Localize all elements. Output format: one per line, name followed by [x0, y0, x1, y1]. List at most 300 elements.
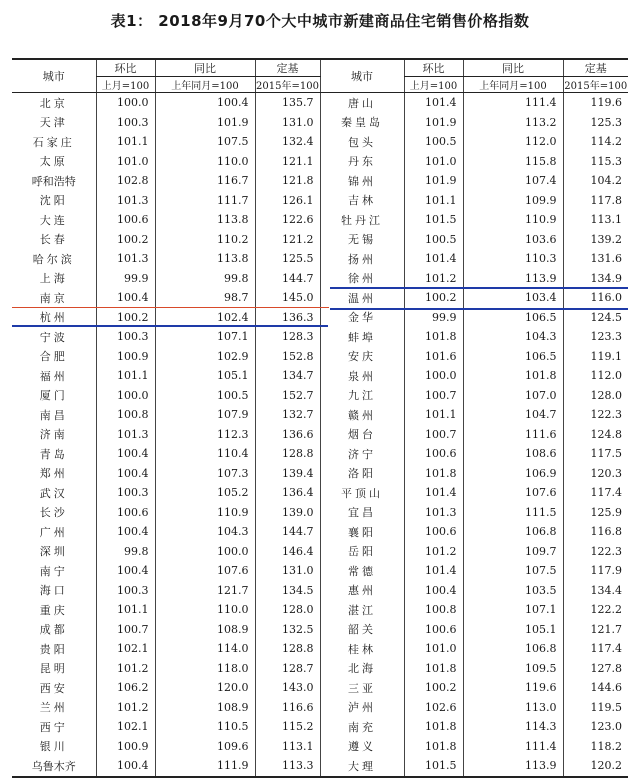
left-yoy-cell: 107.5 — [155, 132, 255, 152]
right-yoy-cell: 109.7 — [463, 542, 563, 562]
left-yoy-cell: 110.5 — [155, 717, 255, 737]
right-mom-cell: 100.7 — [404, 386, 463, 406]
left-mom-cell: 100.7 — [96, 620, 155, 640]
left-fixed-cell: 152.8 — [255, 347, 320, 367]
left-city-cell: 厦门 — [39, 389, 68, 403]
right-yoy-cell: 119.6 — [463, 678, 563, 698]
left-yoy-cell: 111.9 — [155, 756, 255, 777]
left-yoy-cell: 108.9 — [155, 620, 255, 640]
table-row — [12, 698, 628, 718]
table-row — [12, 620, 628, 640]
table-row — [12, 113, 628, 133]
right-mom-cell: 101.1 — [404, 405, 463, 425]
left-fixed-cell: 152.7 — [255, 386, 320, 406]
left-yoy-cell: 111.7 — [155, 191, 255, 211]
right-city-cell: 锦州 — [348, 174, 376, 188]
right-fixed-cell: 123.0 — [563, 717, 628, 737]
table-row — [12, 405, 628, 425]
left-city-cell: 兰州 — [39, 701, 68, 715]
right-city-cell: 平顶山 — [341, 486, 383, 500]
left-mom-cell: 100.0 — [96, 386, 155, 406]
right-fixed-cell: 117.4 — [563, 483, 628, 503]
right-city-cell: 蚌埠 — [348, 330, 376, 344]
left-yoy-cell: 100.5 — [155, 386, 255, 406]
right-city-cell: 牡丹江 — [341, 213, 383, 227]
left-fixed-cell: 136.3 — [255, 308, 320, 328]
left-city-cell: 海口 — [39, 584, 68, 598]
right-fixed-cell: 134.9 — [563, 269, 628, 289]
left-city-cell: 长沙 — [39, 506, 68, 520]
right-yoy-cell: 111.4 — [463, 93, 563, 113]
left-city-cell: 太原 — [39, 155, 68, 169]
header-city-right: 城市 — [320, 59, 404, 93]
left-city-cell: 重庆 — [39, 603, 68, 617]
header-fixed-base-right: 2015年=100 — [563, 77, 628, 93]
left-mom-cell: 100.4 — [96, 444, 155, 464]
right-yoy-cell: 111.6 — [463, 425, 563, 445]
right-city-cell: 扬州 — [348, 252, 376, 266]
right-city-cell: 赣州 — [348, 408, 376, 422]
left-mom-cell: 100.4 — [96, 288, 155, 308]
right-yoy-cell: 113.2 — [463, 113, 563, 133]
left-fixed-cell: 121.8 — [255, 171, 320, 191]
right-yoy-cell: 110.9 — [463, 210, 563, 230]
left-city-cell: 青岛 — [39, 447, 68, 461]
left-fixed-cell: 136.6 — [255, 425, 320, 445]
right-mom-cell: 101.8 — [404, 717, 463, 737]
right-yoy-cell: 109.9 — [463, 191, 563, 211]
left-mom-cell: 100.8 — [96, 405, 155, 425]
right-fixed-cell: 116.8 — [563, 522, 628, 542]
left-city-cell: 南京 — [39, 291, 68, 305]
right-mom-cell: 101.5 — [404, 756, 463, 777]
table-row — [12, 327, 628, 347]
left-fixed-cell: 144.7 — [255, 522, 320, 542]
left-fixed-cell: 128.0 — [255, 600, 320, 620]
left-mom-cell: 101.0 — [96, 152, 155, 172]
highlight-line-blue-ningbo — [12, 325, 328, 327]
left-fixed-cell: 135.7 — [255, 93, 320, 113]
right-fixed-cell: 117.5 — [563, 444, 628, 464]
left-mom-cell: 106.2 — [96, 678, 155, 698]
left-mom-cell: 102.1 — [96, 717, 155, 737]
header-mom-base-right: 上月=100 — [404, 77, 463, 93]
left-fixed-cell: 126.1 — [255, 191, 320, 211]
right-city-cell: 金华 — [348, 311, 376, 325]
right-yoy-cell: 104.7 — [463, 405, 563, 425]
left-fixed-cell: 128.8 — [255, 444, 320, 464]
left-mom-cell: 102.1 — [96, 639, 155, 659]
right-fixed-cell: 112.0 — [563, 366, 628, 386]
left-city-cell: 南宁 — [39, 564, 68, 578]
right-yoy-cell: 109.5 — [463, 659, 563, 679]
left-fixed-cell: 134.5 — [255, 581, 320, 601]
left-mom-cell: 101.3 — [96, 249, 155, 269]
right-city-cell: 泸州 — [348, 701, 376, 715]
left-mom-cell: 100.3 — [96, 581, 155, 601]
right-fixed-cell: 104.2 — [563, 171, 628, 191]
table-row — [12, 249, 628, 269]
right-mom-cell: 100.6 — [404, 620, 463, 640]
right-yoy-cell: 107.0 — [463, 386, 563, 406]
right-fixed-cell: 123.3 — [563, 327, 628, 347]
right-yoy-cell: 105.1 — [463, 620, 563, 640]
left-mom-cell: 100.3 — [96, 483, 155, 503]
table-row — [12, 171, 628, 191]
right-mom-cell: 99.9 — [404, 308, 463, 328]
left-mom-cell: 100.3 — [96, 327, 155, 347]
left-yoy-cell: 108.9 — [155, 698, 255, 718]
right-fixed-cell: 139.2 — [563, 230, 628, 250]
left-fixed-cell: 125.5 — [255, 249, 320, 269]
table-row — [12, 600, 628, 620]
left-city-cell: 贵阳 — [39, 642, 68, 656]
table-row — [12, 737, 628, 757]
table-row — [12, 717, 628, 737]
table-row — [12, 191, 628, 211]
right-mom-cell: 100.6 — [404, 522, 463, 542]
left-city-cell: 济南 — [39, 428, 68, 442]
left-yoy-cell: 104.3 — [155, 522, 255, 542]
left-mom-cell: 101.3 — [96, 191, 155, 211]
right-yoy-cell: 103.5 — [463, 581, 563, 601]
left-mom-cell: 100.0 — [96, 93, 155, 113]
table-row — [12, 581, 628, 601]
right-city-cell: 秦皇岛 — [341, 116, 383, 130]
right-mom-cell: 100.6 — [404, 444, 463, 464]
left-fixed-cell: 139.4 — [255, 464, 320, 484]
left-yoy-cell: 107.9 — [155, 405, 255, 425]
right-city-cell: 洛阳 — [348, 467, 376, 481]
left-city-cell: 合肥 — [39, 350, 68, 364]
left-mom-cell: 99.9 — [96, 269, 155, 289]
highlight-line-blue-wenzhou — [330, 287, 628, 289]
right-city-cell: 安庆 — [348, 350, 376, 364]
right-fixed-cell: 125.9 — [563, 503, 628, 523]
left-yoy-cell: 107.1 — [155, 327, 255, 347]
right-fixed-cell: 120.2 — [563, 756, 628, 777]
left-city-cell: 石家庄 — [32, 135, 75, 149]
right-fixed-cell: 119.5 — [563, 698, 628, 718]
table-row — [12, 756, 628, 777]
left-fixed-cell: 113.3 — [255, 756, 320, 777]
left-fixed-cell: 136.4 — [255, 483, 320, 503]
header-mom-right: 环比 — [404, 59, 463, 77]
right-mom-cell: 100.4 — [404, 581, 463, 601]
right-fixed-cell: 119.6 — [563, 93, 628, 113]
header-city-left: 城市 — [12, 59, 96, 93]
right-mom-cell: 101.0 — [404, 639, 463, 659]
table-title: 表1： 2018年9月70个大中城市新建商品住宅销售价格指数 — [110, 12, 530, 30]
right-yoy-cell: 107.4 — [463, 171, 563, 191]
right-yoy-cell: 106.8 — [463, 522, 563, 542]
right-city-cell: 遵义 — [348, 740, 376, 754]
left-yoy-cell: 109.6 — [155, 737, 255, 757]
left-yoy-cell: 98.7 — [155, 288, 255, 308]
right-city-cell: 宜昌 — [348, 506, 376, 520]
right-mom-cell: 101.8 — [404, 659, 463, 679]
table-row — [12, 269, 628, 289]
right-city-cell: 北海 — [348, 662, 376, 676]
left-fixed-cell: 131.0 — [255, 561, 320, 581]
right-mom-cell: 100.0 — [404, 366, 463, 386]
right-fixed-cell: 124.8 — [563, 425, 628, 445]
left-yoy-cell: 113.8 — [155, 249, 255, 269]
right-yoy-cell: 103.6 — [463, 230, 563, 250]
left-yoy-cell: 110.2 — [155, 230, 255, 250]
left-mom-cell: 100.4 — [96, 522, 155, 542]
right-yoy-cell: 111.5 — [463, 503, 563, 523]
right-city-cell: 泉州 — [348, 369, 376, 383]
right-fixed-cell: 117.4 — [563, 639, 628, 659]
table-row — [12, 230, 628, 250]
left-fixed-cell: 116.6 — [255, 698, 320, 718]
right-city-cell: 温州 — [348, 291, 376, 305]
left-city-cell: 杭州 — [39, 311, 68, 325]
left-mom-cell: 100.6 — [96, 210, 155, 230]
right-fixed-cell: 122.3 — [563, 542, 628, 562]
left-fixed-cell: 121.1 — [255, 152, 320, 172]
left-city-cell: 广州 — [39, 525, 68, 539]
left-city-cell: 乌鲁木齐 — [12, 756, 96, 777]
right-city-cell: 徐州 — [348, 272, 376, 286]
table-row — [12, 152, 628, 172]
table-row — [12, 386, 628, 406]
left-mom-cell: 100.6 — [96, 503, 155, 523]
right-fixed-cell: 117.9 — [563, 561, 628, 581]
right-fixed-cell: 116.0 — [563, 288, 628, 308]
right-yoy-cell: 113.9 — [463, 269, 563, 289]
right-yoy-cell: 106.8 — [463, 639, 563, 659]
header-fixed-right: 定基 — [563, 59, 628, 77]
right-yoy-cell: 110.3 — [463, 249, 563, 269]
right-city-cell: 湛江 — [348, 603, 376, 617]
table-header — [12, 59, 628, 93]
left-yoy-cell: 100.4 — [155, 93, 255, 113]
left-fixed-cell: 121.2 — [255, 230, 320, 250]
left-mom-cell: 101.1 — [96, 366, 155, 386]
right-city-cell: 烟台 — [348, 428, 376, 442]
table-row — [12, 288, 628, 308]
left-city-cell: 大连 — [39, 213, 68, 227]
left-yoy-cell: 112.3 — [155, 425, 255, 445]
left-yoy-cell: 110.0 — [155, 152, 255, 172]
table-row — [12, 542, 628, 562]
right-yoy-cell: 111.4 — [463, 737, 563, 757]
table-row — [12, 444, 628, 464]
left-mom-cell: 100.2 — [96, 230, 155, 250]
right-mom-cell: 102.6 — [404, 698, 463, 718]
left-city-cell: 上海 — [39, 272, 68, 286]
left-yoy-cell: 114.0 — [155, 639, 255, 659]
left-yoy-cell: 101.9 — [155, 113, 255, 133]
left-yoy-cell: 107.6 — [155, 561, 255, 581]
left-yoy-cell: 110.0 — [155, 600, 255, 620]
left-yoy-cell: 118.0 — [155, 659, 255, 679]
left-yoy-cell: 110.9 — [155, 503, 255, 523]
right-mom-cell: 101.4 — [404, 483, 463, 503]
table-row — [12, 659, 628, 679]
table-body — [12, 93, 628, 777]
left-fixed-cell: 131.0 — [255, 113, 320, 133]
left-city-cell: 南昌 — [39, 408, 68, 422]
right-mom-cell: 100.8 — [404, 600, 463, 620]
left-fixed-cell: 128.7 — [255, 659, 320, 679]
left-fixed-cell: 115.2 — [255, 717, 320, 737]
right-fixed-cell: 114.2 — [563, 132, 628, 152]
left-fixed-cell: 132.4 — [255, 132, 320, 152]
right-city-cell: 桂林 — [348, 642, 376, 656]
table-row — [12, 366, 628, 386]
right-mom-cell: 101.3 — [404, 503, 463, 523]
right-city-cell: 三亚 — [348, 681, 376, 695]
table-row — [12, 132, 628, 152]
left-yoy-cell: 102.9 — [155, 347, 255, 367]
left-city-cell: 郑州 — [39, 467, 68, 481]
table-row — [12, 464, 628, 484]
left-city-cell: 西安 — [39, 681, 68, 695]
left-city-cell: 成都 — [39, 623, 68, 637]
right-city-cell: 无锡 — [348, 233, 376, 247]
right-yoy-cell: 112.0 — [463, 132, 563, 152]
right-mom-cell: 101.2 — [404, 269, 463, 289]
left-city-cell: 北京 — [39, 96, 68, 110]
left-fixed-cell: 113.1 — [255, 737, 320, 757]
left-city-cell: 呼和浩特 — [31, 174, 76, 188]
right-city-cell: 吉林 — [348, 194, 376, 208]
right-yoy-cell: 103.4 — [463, 288, 563, 308]
left-mom-cell: 101.1 — [96, 600, 155, 620]
left-yoy-cell: 100.0 — [155, 542, 255, 562]
left-mom-cell: 100.4 — [96, 756, 155, 777]
right-mom-cell: 101.9 — [404, 113, 463, 133]
right-city-cell: 大理 — [320, 756, 404, 777]
right-fixed-cell: 117.8 — [563, 191, 628, 211]
right-mom-cell: 100.2 — [404, 678, 463, 698]
header-mom-base-left: 上月=100 — [96, 77, 155, 93]
header-yoy-left: 同比 — [155, 59, 255, 77]
right-yoy-cell: 107.1 — [463, 600, 563, 620]
right-fixed-cell: 120.3 — [563, 464, 628, 484]
right-city-cell: 惠州 — [348, 584, 376, 598]
right-city-cell: 襄阳 — [348, 525, 376, 539]
left-fixed-cell: 143.0 — [255, 678, 320, 698]
left-yoy-cell: 120.0 — [155, 678, 255, 698]
right-mom-cell: 101.0 — [404, 152, 463, 172]
table-row — [12, 639, 628, 659]
right-mom-cell: 101.4 — [404, 249, 463, 269]
header-yoy-base-left: 上年同月=100 — [155, 77, 255, 93]
right-city-cell: 岳阳 — [348, 545, 376, 559]
right-fixed-cell: 118.2 — [563, 737, 628, 757]
header-yoy-base-right: 上年同月=100 — [463, 77, 563, 93]
left-mom-cell: 100.4 — [96, 464, 155, 484]
right-yoy-cell: 106.5 — [463, 308, 563, 328]
left-fixed-cell: 122.6 — [255, 210, 320, 230]
right-fixed-cell: 134.4 — [563, 581, 628, 601]
right-fixed-cell: 121.7 — [563, 620, 628, 640]
left-yoy-cell: 116.7 — [155, 171, 255, 191]
right-mom-cell: 101.4 — [404, 93, 463, 113]
left-yoy-cell: 121.7 — [155, 581, 255, 601]
right-city-cell: 丹东 — [348, 155, 376, 169]
right-mom-cell: 100.5 — [404, 230, 463, 250]
left-city-cell: 长春 — [39, 233, 68, 247]
left-fixed-cell: 145.0 — [255, 288, 320, 308]
right-city-cell: 九江 — [348, 389, 376, 403]
right-yoy-cell: 108.6 — [463, 444, 563, 464]
left-mom-cell: 100.3 — [96, 113, 155, 133]
right-mom-cell: 101.5 — [404, 210, 463, 230]
table-row — [12, 522, 628, 542]
right-yoy-cell: 107.5 — [463, 561, 563, 581]
right-fixed-cell: 124.5 — [563, 308, 628, 328]
right-yoy-cell: 106.9 — [463, 464, 563, 484]
header-fixed-left: 定基 — [255, 59, 320, 77]
right-city-cell: 韶关 — [348, 623, 376, 637]
table-row — [12, 425, 628, 445]
header-fixed-base-left: 2015年=100 — [255, 77, 320, 93]
right-yoy-cell: 113.0 — [463, 698, 563, 718]
left-city-cell: 天津 — [39, 116, 68, 130]
right-yoy-cell: 104.3 — [463, 327, 563, 347]
left-city-cell: 银川 — [39, 740, 68, 754]
right-mom-cell: 101.2 — [404, 542, 463, 562]
right-fixed-cell: 144.6 — [563, 678, 628, 698]
left-yoy-cell: 110.4 — [155, 444, 255, 464]
right-city-cell: 唐山 — [348, 96, 376, 110]
right-mom-cell: 100.2 — [404, 288, 463, 308]
highlight-line-red-hangzhou — [12, 307, 329, 308]
right-yoy-cell: 114.3 — [463, 717, 563, 737]
left-mom-cell: 100.9 — [96, 347, 155, 367]
right-mom-cell: 100.7 — [404, 425, 463, 445]
right-city-cell: 济宁 — [348, 447, 376, 461]
left-mom-cell: 102.8 — [96, 171, 155, 191]
left-mom-cell: 101.1 — [96, 132, 155, 152]
left-yoy-cell: 99.8 — [155, 269, 255, 289]
left-fixed-cell: 139.0 — [255, 503, 320, 523]
right-mom-cell: 100.5 — [404, 132, 463, 152]
left-city-cell: 武汉 — [39, 486, 68, 500]
right-mom-cell: 101.6 — [404, 347, 463, 367]
right-city-cell: 南充 — [348, 720, 376, 734]
right-yoy-cell: 115.8 — [463, 152, 563, 172]
right-yoy-cell: 113.9 — [463, 756, 563, 777]
left-mom-cell: 101.3 — [96, 425, 155, 445]
left-mom-cell: 100.4 — [96, 561, 155, 581]
table-row — [12, 210, 628, 230]
right-fixed-cell: 122.2 — [563, 600, 628, 620]
left-mom-cell: 100.9 — [96, 737, 155, 757]
table-row — [12, 483, 628, 503]
left-city-cell: 深圳 — [39, 545, 68, 559]
left-mom-cell: 101.2 — [96, 698, 155, 718]
left-mom-cell: 99.8 — [96, 542, 155, 562]
right-yoy-cell: 106.5 — [463, 347, 563, 367]
right-city-cell: 常德 — [348, 564, 376, 578]
left-city-cell: 哈尔滨 — [32, 252, 75, 266]
right-fixed-cell: 128.0 — [563, 386, 628, 406]
left-city-cell: 西宁 — [39, 720, 68, 734]
left-yoy-cell: 107.3 — [155, 464, 255, 484]
left-yoy-cell: 102.4 — [155, 308, 255, 328]
table-row — [12, 93, 628, 113]
left-fixed-cell: 134.7 — [255, 366, 320, 386]
left-city-cell: 沈阳 — [39, 194, 68, 208]
left-yoy-cell: 105.1 — [155, 366, 255, 386]
left-fixed-cell: 144.7 — [255, 269, 320, 289]
